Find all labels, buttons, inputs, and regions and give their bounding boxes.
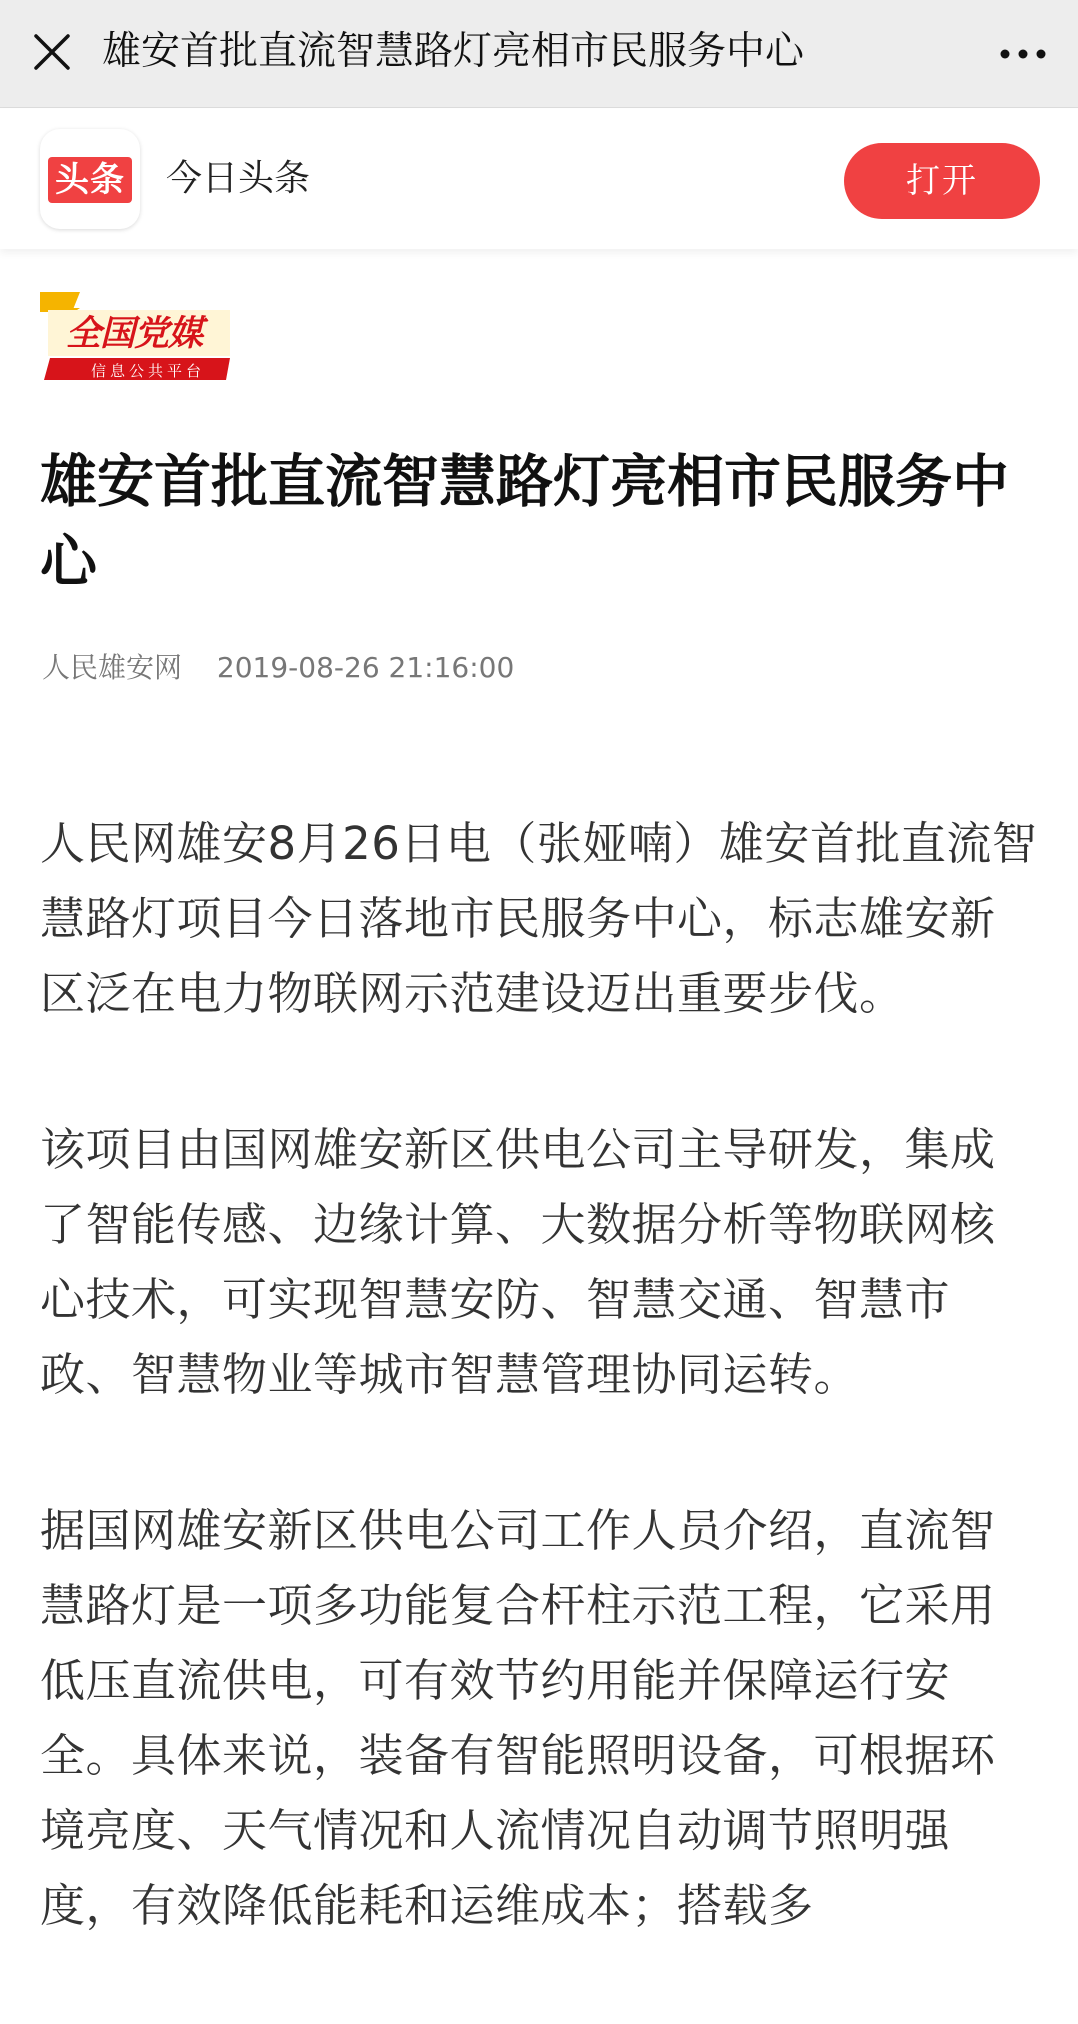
article-timestamp: 2019-08-26 21:16:00 [216,651,515,684]
toutiao-logo-text: 头条 [48,157,132,203]
article-paragraph: 该项目由国网雄安新区供电公司主导研发，集成了智能传感、边缘计算、大数据分析等物联网核心技术，可实现智慧安防、智慧交通、智慧市政、智慧物业等城市智慧管理协同运转。 [40,1123,996,1401]
article-source[interactable]: 人民雄安网 [42,651,183,684]
article-title: 雄安首批直流智慧路灯亮相市民服务中心 [40,449,1009,595]
article-paragraph: 人民网雄安8月26日电（张娅喃）雄安首批直流智慧路灯项目今日落地市民服务中心，标志雄安新区泛在电力物联网示范建设迈出重要步伐。 [40,817,1038,1020]
article-body [40,806,1040,2024]
nav-bar [0,0,1078,108]
close-icon[interactable] [28,28,76,76]
source-logo [40,292,236,388]
open-app-button[interactable]: 打开 [844,143,1040,219]
toutiao-logo [40,129,140,229]
source-logo-main: 全国党媒 [66,314,203,354]
app-banner [0,109,1078,249]
article-paragraph: 据国网雄安新区供电公司工作人员介绍，直流智慧路灯是一项多功能复合杆柱示范工程，它采用低压直流供电，可有效节约用能并保障运行安全。具体来说，装备有智能照明设备，可根据环境亮度、天气情况和人流情况自动调节照明强度，有效降低能耗和运维成本；搭载多 [40,1504,996,1932]
app-name: 今日头条 [166,158,311,199]
article-meta [42,648,514,688]
source-logo-sub: 信息公共平台 [90,362,205,380]
more-dots-icon[interactable] [996,36,1050,72]
nav-title: 雄安首批直流智慧路灯亮相市民服务中心 [102,29,805,74]
